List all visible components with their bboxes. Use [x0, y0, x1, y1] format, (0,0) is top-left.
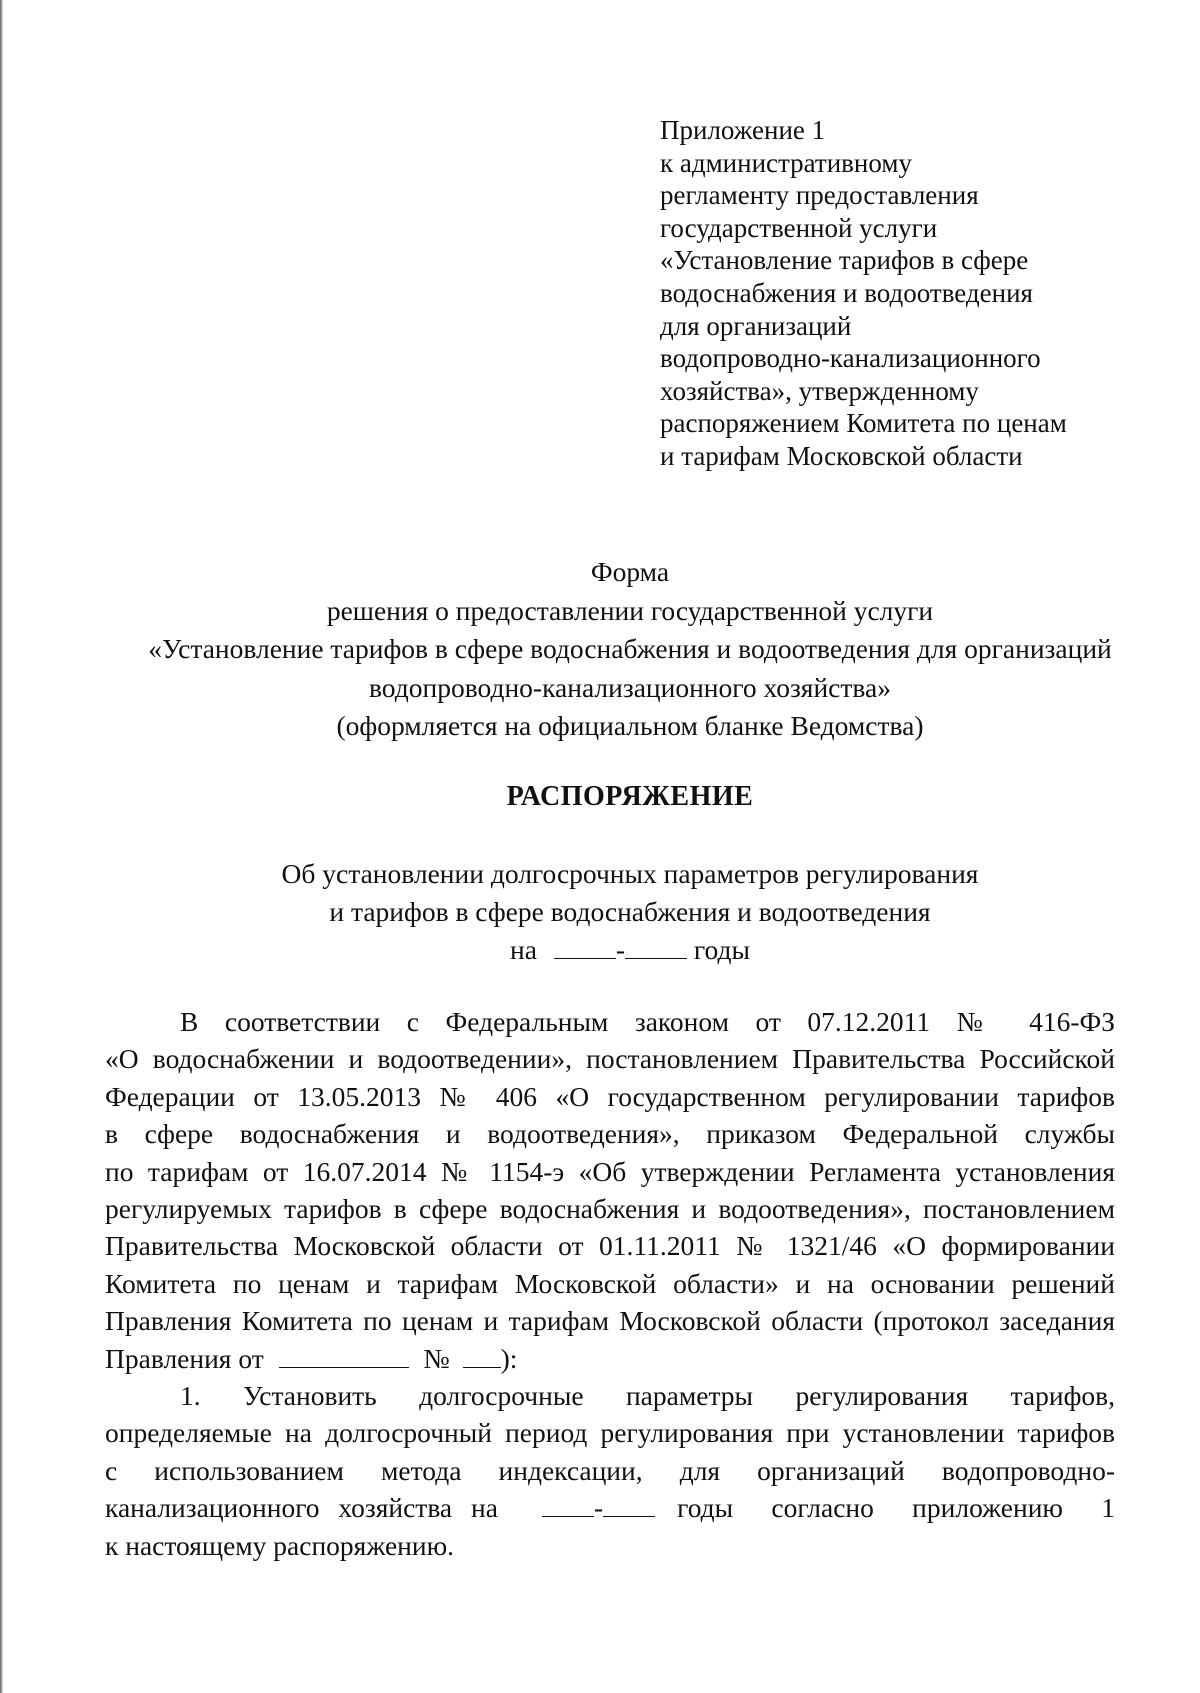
order-title: РАСПОРЯЖЕНИЕ — [506, 781, 754, 812]
appendix-header — [660, 114, 1130, 473]
subject-suffix: годы — [693, 934, 750, 965]
order-subject — [60, 855, 1200, 969]
paragraph-line: Федерации от 13.05.2013 № 406 «О государственном регулировании тарифов — [105, 1080, 1115, 1112]
paragraph-line: Комитета по ценам и тарифам Московской области» и на основании решений — [105, 1267, 1115, 1299]
start-year-blank[interactable] — [554, 932, 616, 959]
item-start-year-blank[interactable] — [542, 1490, 594, 1517]
paragraph-line: В соответствии с Федеральным законом от 07.12.2011 № 416-ФЗ — [180, 1006, 1115, 1037]
page-edge — [0, 0, 3, 1693]
form-heading-line: (оформляется на официальном бланке Ведомства) — [336, 710, 924, 741]
subject-prefix: на — [510, 934, 537, 965]
number-sign: № — [423, 1342, 450, 1374]
appendix-line: водоснабжения и водоотведения — [660, 277, 1033, 308]
form-heading — [60, 553, 1200, 746]
item-period-line — [105, 1489, 1115, 1526]
paragraph-line: «О водоснабжении и водоотведении», постановлением Правительства Российской — [105, 1043, 1115, 1075]
item-line: 1. Установить долгосрочные параметры регулирования тарифов, — [180, 1380, 1115, 1412]
subject-line: и тарифов в сфере водоснабжения и водоотведения — [329, 896, 931, 927]
appendix-line: «Установление тарифов в сфере — [660, 245, 1029, 276]
protocol-prefix: Правления от — [105, 1342, 264, 1374]
paragraph-line: по тарифам от 16.07.2014 № 1154-э «Об утверждении Регламента установления — [105, 1155, 1115, 1187]
form-heading-line: Форма — [590, 556, 670, 587]
appendix-line: распоряжением Комитета по ценам — [660, 408, 1067, 439]
form-heading-line: водопроводно-канализационного хозяйства» — [369, 671, 891, 703]
item-line: с использованием метода индексации, для организаций водопроводно- — [105, 1454, 1115, 1486]
item-end-year-blank[interactable] — [603, 1490, 655, 1517]
order-body — [105, 1003, 1115, 1564]
protocol-number-blank[interactable] — [463, 1341, 501, 1368]
item-period-prefix: канализационного хозяйства на — [105, 1492, 498, 1524]
appendix-line: к административному — [660, 147, 912, 178]
appendix-line: для организаций — [660, 310, 852, 341]
appendix-line: государственной услуги — [660, 212, 938, 243]
protocol-suffix: ): — [500, 1342, 518, 1374]
paragraph-line: регулируемых тарифов в сфере водоснабжения и водоотведения», постановлением — [105, 1193, 1115, 1225]
protocol-line — [105, 1340, 1115, 1377]
paragraph-line: Правительства Московской области от 01.11.2011 № 1321/46 «О формировании — [105, 1230, 1115, 1262]
appendix-line: хозяйства», утвержденному — [660, 375, 979, 406]
appendix-line: регламенту предоставления — [660, 180, 979, 211]
subject-line: Об установлении долгосрочных параметров регулирования — [281, 858, 979, 889]
form-heading-line: решения о предоставлении государственной услуги — [326, 594, 934, 626]
item-year-dash: - — [593, 1492, 604, 1524]
form-heading-line: «Установление тарифов в сфере водоснабжения и водоотведения для организаций — [148, 633, 1112, 664]
subject-period-line — [60, 931, 1200, 969]
appendix-line: и тарифам Московской области — [660, 440, 1023, 471]
item-line: определяемые на долгосрочный период регулирования при установлении тарифов — [105, 1417, 1115, 1449]
year-dash: - — [615, 934, 626, 965]
item-period-suffix: годы согласно приложению 1 — [677, 1492, 1115, 1524]
end-year-blank[interactable] — [625, 932, 687, 959]
paragraph-line: Правления Комитета по ценам и тарифам Московской области (протокол заседания — [105, 1305, 1115, 1337]
item-line: к настоящему распоряжению. — [105, 1529, 455, 1561]
appendix-line: Приложение 1 — [660, 115, 826, 145]
paragraph-line: в сфере водоснабжения и водоотведения», приказом Федеральной службы — [105, 1118, 1115, 1150]
protocol-date-blank[interactable] — [279, 1341, 409, 1368]
appendix-line: водопроводно-канализационного — [660, 343, 1041, 374]
